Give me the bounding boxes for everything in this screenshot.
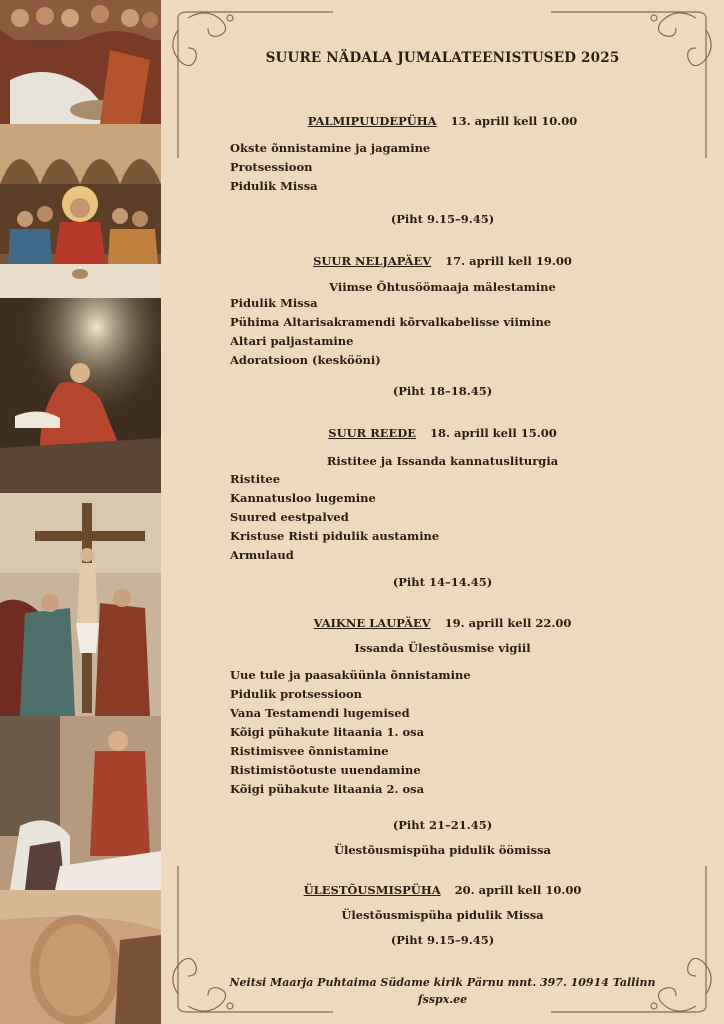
list-item: Ristitee (230, 472, 281, 486)
painting-foot-washing (0, 0, 161, 124)
painting-gethsemane (0, 298, 161, 493)
list-item: Armulaud (230, 548, 294, 562)
section-header-holy-thursday (180, 254, 705, 268)
schedule-content (180, 0, 705, 1024)
confession-time: (Piht 21–21.45) (392, 818, 493, 832)
website-link[interactable]: fsspx.ee (417, 993, 468, 1006)
painting-column (0, 0, 161, 1024)
section-items-holy-saturday (230, 666, 471, 799)
confession-time: (Piht 9.15–9.45) (390, 933, 495, 947)
list-item: Pidulik Missa (230, 296, 318, 310)
section-header-holy-saturday (180, 616, 705, 630)
painting-empty-tomb (0, 890, 161, 1024)
list-item: Adoratsioon (keskööni) (230, 353, 381, 367)
list-item: Pühima Altarisakramendi kõrvalkabelisse viimine (230, 315, 552, 329)
church-address: Neitsi Maarja Puhtaima Südame kirik Pärnu mnt. 397. 10914 Tallinn (229, 976, 656, 989)
list-item: Kannatusloo lugemine (230, 491, 376, 505)
list-item: Protsessioon (230, 160, 313, 174)
section-name: SUUR NELJAPÄEV (313, 254, 432, 268)
section-date: 13. aprill kell 10.00 (450, 114, 578, 128)
section-name: ÜLESTÕUSMISPÜHA (303, 883, 441, 897)
list-item: Ristimistõotuste uuendamine (230, 763, 421, 777)
list-item: Altari paljastamine (230, 334, 354, 348)
list-item: Ristimisvee õnnistamine (230, 744, 389, 758)
confession-time: (Piht 18–18.45) (392, 384, 493, 398)
section-date: 19. aprill kell 22.00 (444, 616, 572, 630)
section-header-easter-sunday (180, 883, 705, 897)
section-items-palm-sunday (230, 139, 430, 196)
section-header-good-friday (180, 426, 705, 440)
list-item: Suured eestpalved (230, 510, 349, 524)
section-name: SUUR REEDE (328, 426, 417, 440)
list-item: Kõigi pühakute litaania 1. osa (230, 725, 425, 739)
list-item: Uue tule ja paasaküünla õnnistamine (230, 668, 471, 682)
list-item: Okste õnnistamine ja jagamine (230, 141, 431, 155)
section-subtitle: Ülestõusmispüha pidulik Missa (341, 908, 544, 922)
section-name: VAIKNE LAUPÄEV (313, 616, 431, 630)
section-name: PALMIPUUDEPÜHA (307, 114, 437, 128)
section-after-note: Ülestõusmispüha pidulik öömissa (333, 843, 552, 857)
list-item: Pidulik Missa (230, 179, 318, 193)
section-subtitle: Viimse Õhtusöömaaja mälestamine (329, 280, 556, 294)
section-header-palm-sunday (180, 114, 705, 128)
list-item: Kristuse Risti pidulik austamine (230, 529, 440, 543)
painting-last-supper (0, 124, 161, 298)
section-date: 20. aprill kell 10.00 (454, 883, 582, 897)
painting-crucifixion (0, 493, 161, 716)
confession-time: (Piht 9.15–9.45) (390, 212, 495, 226)
section-items-holy-thursday (230, 294, 551, 370)
page-title: SUURE NÄDALA JUMALATEENISTUSED 2025 (265, 50, 620, 66)
list-item: Pidulik protsessioon (230, 687, 363, 701)
section-items-good-friday (230, 470, 439, 565)
section-subtitle: Ristitee ja Issanda kannatusliturgia (326, 454, 559, 468)
section-date: 17. aprill kell 19.00 (445, 254, 572, 268)
confession-time: (Piht 14–14.45) (392, 575, 493, 589)
section-subtitle: Issanda Ülestõusmise vigiil (354, 641, 531, 655)
painting-entombment (0, 716, 161, 890)
list-item: Vana Testamendi lugemised (230, 706, 410, 720)
list-item: Kõigi pühakute litaania 2. osa (230, 782, 425, 796)
section-date: 18. aprill kell 15.00 (430, 426, 557, 440)
